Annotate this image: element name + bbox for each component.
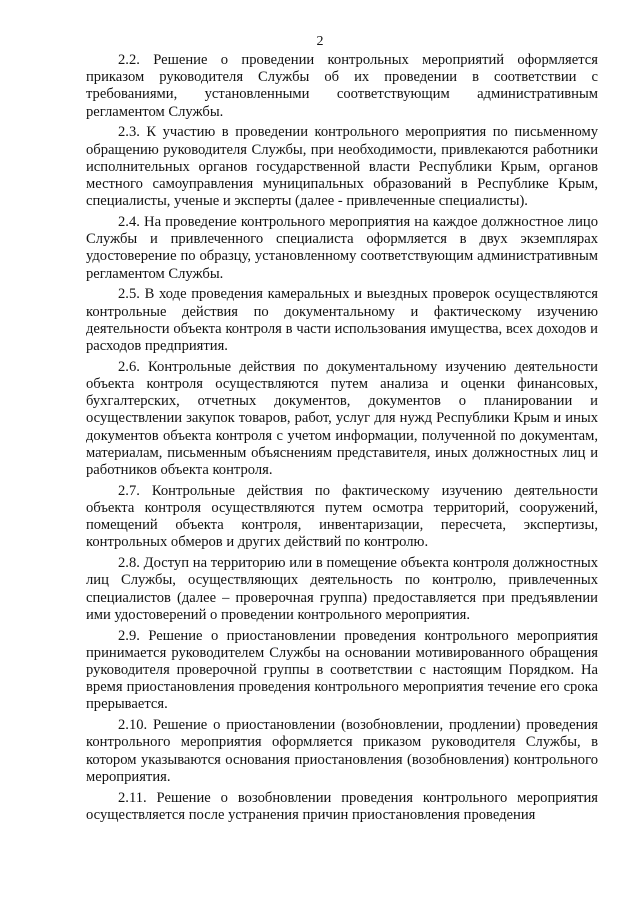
paragraph-2-2: 2.2. Решение о проведении контрольных мероприятий оформляется приказом руководителя Службы об их проведении в соответствии с требованиями, установленными соответствующим административным регламентом Службы. [86, 52, 598, 120]
paragraph-2-4: 2.4. На проведение контрольного мероприятия на каждое должностное лицо Службы и привлеченного специалиста оформляется в двух экземплярах удостоверение по образцу, установленному соответствующим административным регламентом Службы. [86, 214, 598, 282]
paragraph-2-3: 2.3. К участию в проведении контрольного мероприятия по письменному обращению руководителя Службы, при необходимости, привлекаются работники исполнительных органов государственной власти Республики Крым, органов местного самоуправления муниципальных образований в Республике Крым, специалисты, ученые и эксперты (далее - привлеченные специалисты). [86, 124, 598, 210]
document-body [86, 52, 598, 828]
paragraph-2-8: 2.8. Доступ на территорию или в помещение объекта контроля должностных лиц Службы, осуществляющих деятельность по контролю, привлеченных специалистов (далее – проверочная группа) предоставляется при предъявлении ими удостоверений о проведении контрольного мероприятия. [86, 555, 598, 623]
paragraph-2-10: 2.10. Решение о приостановлении (возобновлении, продлении) проведения контрольного мероприятия оформляется приказом руководителя Службы, в котором указываются основания приостановления (возобновления) контрольного мероприятия. [86, 717, 598, 785]
page-number: 2 [316, 34, 324, 49]
paragraph-2-9: 2.9. Решение о приостановлении проведения контрольного мероприятия принимается руководителем Службы на основании мотивированного обращения руководителя проверочной группы в соответствии с настоящим Порядком. На время приостановления проведения контрольного мероприятия течение его срока прерывается. [86, 627, 598, 713]
paragraph-2-5: 2.5. В ходе проведения камеральных и выездных проверок осуществляются контрольные действия по документальному и фактическому изучению деятельности объекта контроля в части использования имущества, всех доходов и расходов предприятия. [86, 286, 598, 355]
paragraph-2-6: 2.6. Контрольные действия по документальному изучению деятельности объекта контроля осуществляются путем анализа и оценки финансовых, бухгалтерских, отчетных документов, документов о планировании и осуществлении закупок товаров, работ, услуг для нужд Республики Крым и иных документов объекта контроля с учетом информации, полученной по документам, материалам, письменным объяснениям представителя, иных должностных лиц и работников объекта контроля. [86, 358, 598, 479]
paragraph-2-11: 2.11. Решение о возобновлении проведения контрольного мероприятия осуществляется после устранения причин приостановления проведения [86, 789, 598, 823]
paragraph-2-7: 2.7. Контрольные действия по фактическому изучению деятельности объекта контроля осуществляются путем осмотра территорий, сооружений, помещений объекта контроля, инвентаризации, пересчета, экспертизы, контрольных обмеров и других действий по контролю. [86, 482, 598, 551]
